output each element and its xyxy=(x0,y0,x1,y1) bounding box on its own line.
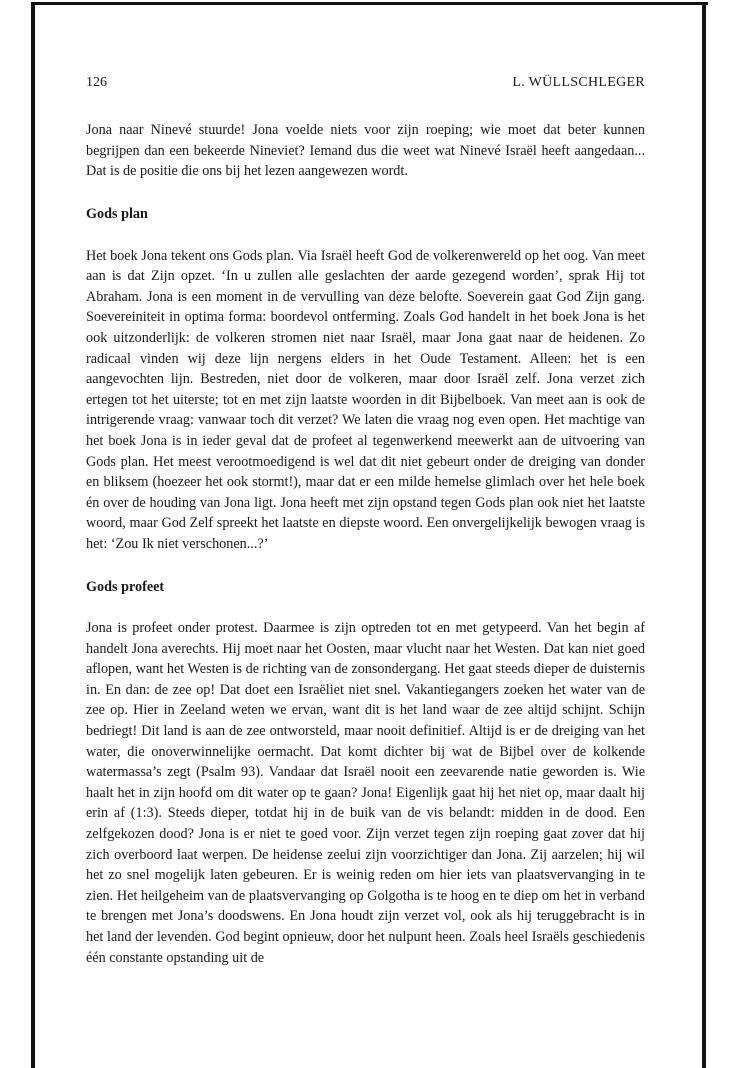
running-header xyxy=(86,75,645,95)
intro-paragraph: Jona naar Ninevé stuurde! Jona voelde niets voor zijn roeping; wie moet dat beter kunnen begrijpen dan een bekeerde Nineviet? Iemand dus die weet wat Ninevé Israël heeft aangedaan... Dat is de positie die ons bij het lezen aangewezen wordt. xyxy=(86,122,645,180)
scan-border-left xyxy=(31,2,35,1068)
gods-plan-paragraph: Het boek Jona tekent ons Gods plan. Via Israël heeft God de volkerenwereld op het oog. Van meet aan is dat Zijn opzet. ‘In u zullen alle geslachten der aarde gezegend worden’, sprak Hij tot Abraham. Jona is een moment in de vervulling van deze belofte. Soeverein gaat God Zijn gang. Soevereiniteit in optima forma: boordevol ontferming. Zoals God handelt in het boek Jona is het ook uitzonderlijk: de volkeren stromen niet naar Israël, maar Jona gaat naar de heidenen. Zo radicaal vinden wij deze lijn nergens elders in het Oude Testament. Alleen: het is een aangevochten lijn. Bestreden, niet door de volkeren, maar door Israël zelf. Jona verzet zich ertegen tot het uiterste; tot en met zijn laatste woorden in dit Bijbelboek. Van meet aan is ook de intrigerende vraag: vanwaar toch dit verzet? We laten die vraag nog even open. Het machtige van het boek Jona is in ieder geval dat de profeet al tegenwerkend meewerkt aan de uitvoering van Gods plan. Het meest verootmoedigend is wel dat dit niet gebeurt onder de dreiging van donder en bliksem (hoezeer het ook stormt!), maar dat er een milde hemelse glimlach over het hele boek én over de houding van Jona ligt. Jona heeft met zijn opstand tegen Gods plan ook niet het laatste woord, maar God Zelf spreekt het laatste en diepste woord. Een onvergelijkelijk bewogen vraag is het: ‘Zou Ik niet verschonen...?’ xyxy=(86,247,645,552)
section-heading-gods-profeet: Gods profeet xyxy=(86,578,165,595)
running-head-author: L. WÜLLSCHLEGER xyxy=(512,75,645,90)
page-body xyxy=(86,120,645,968)
page-number: 126 xyxy=(86,75,107,90)
section-heading-gods-plan: Gods plan xyxy=(86,206,148,222)
scan-border-top xyxy=(32,2,708,5)
scan-border-right xyxy=(702,2,706,1068)
gods-profeet-paragraph: Jona is profeet onder protest. Daarmee is zijn optreden tot en met getypeerd. Van het begin af handelt Jona averechts. Hij moet naar het Oosten, maar vlucht naar het Westen. Dat kan niet goed aflopen, want het Westen is de richting van de zonsondergang. Het gaat steeds dieper de duisternis in. En dan: de zee op! Dat doet een Israëliet niet snel. Vakantiegangers zoeken het water van de zee op. Hier in Zeeland weten we ervan, want dit is het land waar de zee altijd schijnt. Schijn bedriegt! Dit land is aan de zee ontworsteld, maar nooit definitief. Altijd is er de dreiging van het water, die onoverwinnelijke oermacht. Dat komt dichter bij wat de Bijbel over de kolkende watermassa’s zegt (Psalm 93). Vandaar dat Israël nooit een zeevarende natie geworden is. Wie haalt het in zijn hoofd om dit water op te gaan? Jona! Eigenlijk gaat hij het niet op, maar daalt hij erin af (1:3). Steeds dieper, totdat hij in de buik van de vis belandt: midden in de dood. Een zelfgekozen dood? Jona is er niet te goed voor. Zijn verzet tegen zijn roeping gaat zover dat hij zich overboord laat werpen. De heidense zeelui zijn voorzichtiger dan Jona. Zij aarzelen; hij wil het zo snel mogelijk laten gebeuren. Er is weinig reden om hier iets van plaatsvervanging in te zien. Het heilgeheim van de plaatsvervanging op Golgotha is te hoog en te diep om het in verband te brengen met Jona’s doodswens. En Jona houdt zijn verzet vol, ook als hij teruggebracht is in het land der levenden. God begint opnieuw, door het nulpunt heen. Zoals heel Israëls geschiedenis één constante opstanding uit de xyxy=(86,620,645,966)
